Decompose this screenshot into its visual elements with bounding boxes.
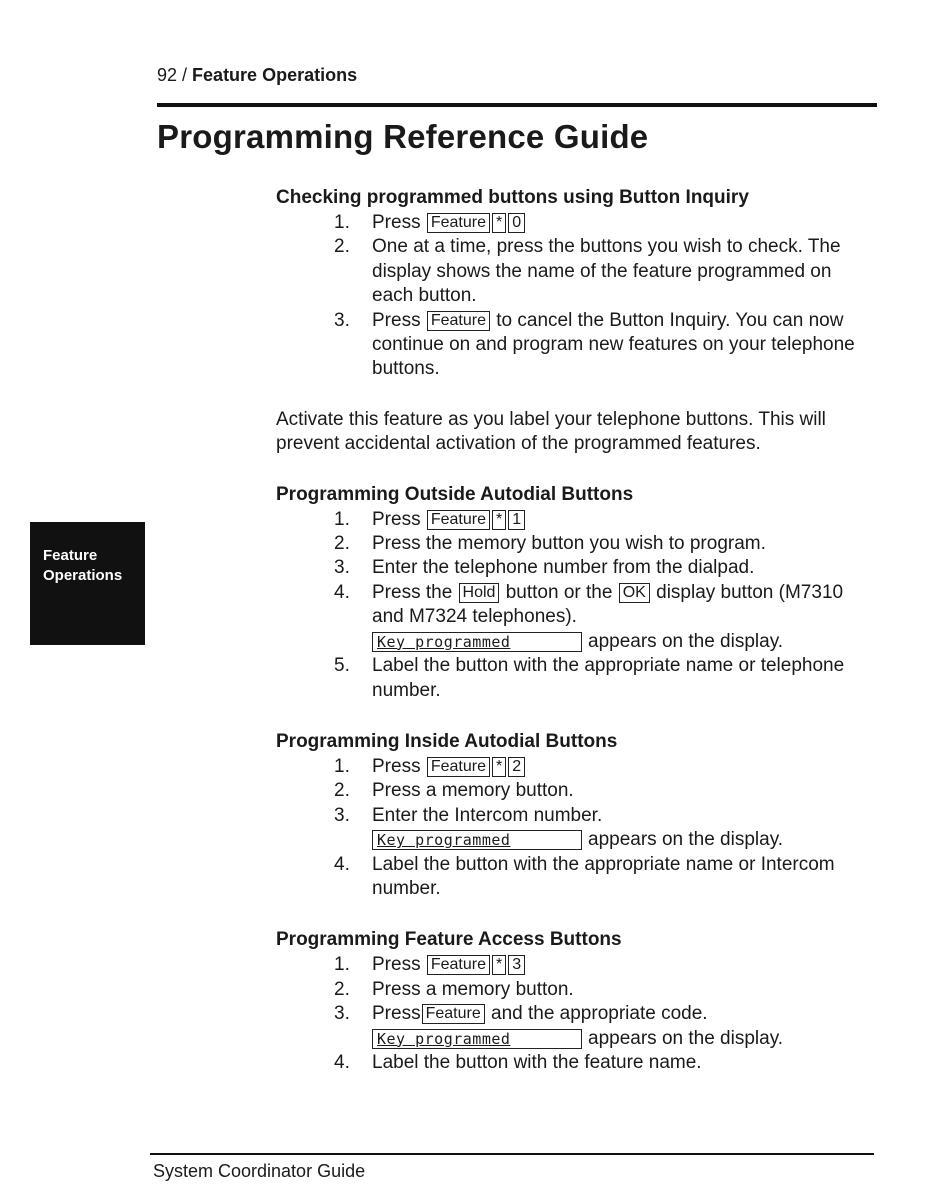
digit-key: 2	[508, 757, 525, 777]
feature-key: Feature	[427, 510, 490, 530]
section-button-inquiry	[276, 186, 876, 382]
feature-key: Feature	[427, 955, 490, 975]
star-key: *	[492, 757, 506, 777]
section-inside-autodial	[276, 730, 876, 901]
step: 1. Press Feature * 2	[276, 755, 876, 779]
display-note: Key programmed appears on the display.	[276, 1027, 876, 1051]
section-feature-access	[276, 928, 876, 1075]
side-tab-line2: Operations	[43, 567, 123, 584]
display-note: Key programmed appears on the display.	[276, 828, 876, 852]
lcd-display: Key programmed	[372, 632, 582, 652]
step: 3. Enter the Intercom number.	[334, 804, 603, 826]
step: 3. Enter the telephone number from the dialpad.	[334, 557, 755, 579]
section-heading: Programming Feature Access Buttons	[276, 929, 622, 951]
side-tab-line1: Feature	[43, 547, 98, 564]
footer-text: System Coordinator Guide	[153, 1161, 366, 1181]
feature-key: Feature	[427, 213, 490, 233]
star-key: *	[492, 955, 506, 975]
ok-key: OK	[619, 583, 650, 603]
step: 1. Press Feature * 0	[276, 211, 876, 235]
header-section: Feature Operations	[192, 65, 358, 85]
step: 1. Press Feature * 3	[276, 953, 876, 977]
feature-key: Feature	[427, 757, 490, 777]
footer-rule	[150, 1153, 874, 1155]
page-header	[157, 65, 357, 86]
activate-paragraph: Activate this feature as you label your telephone buttons. This will prevent accidental activation of the programmed features.	[276, 408, 826, 455]
step: 4. Label the button with the appropriate name or Intercom number.	[334, 853, 835, 899]
page-number: 92 /	[157, 65, 188, 85]
digit-key: 0	[508, 213, 525, 233]
step: 2. Press the memory button you wish to program.	[334, 533, 766, 555]
step: 4. Press the Hold button or the OK display button (M7310 and M7324 telephones).	[334, 581, 844, 628]
step: 5. Label the button with the appropriate name or telephone number.	[334, 655, 845, 701]
section-outside-autodial	[276, 483, 876, 703]
page-title: Programming Reference Guide	[157, 118, 649, 155]
star-key: *	[492, 510, 506, 530]
step: 2. Press a memory button.	[334, 780, 574, 802]
content	[276, 186, 876, 1102]
section-heading: Programming Outside Autodial Buttons	[276, 483, 634, 505]
section-heading: Checking programmed buttons using Button Inquiry	[276, 187, 749, 208]
feature-key: Feature	[427, 311, 490, 331]
star-key: *	[492, 213, 506, 233]
digit-key: 1	[508, 510, 525, 530]
hold-key: Hold	[459, 583, 500, 603]
step: 3. Press Feature to cancel the Button Inquiry. You can now continue on and program new features on your telephone buttons.	[334, 309, 855, 380]
lcd-display: Key programmed	[372, 1029, 582, 1049]
feature-key: Feature	[422, 1004, 485, 1024]
step: 1. Press Feature * 1	[276, 508, 876, 532]
lcd-display: Key programmed	[372, 830, 582, 850]
section-heading: Programming Inside Autodial Buttons	[276, 730, 618, 752]
step: 2. Press a memory button.	[334, 978, 574, 1000]
header-rule	[157, 103, 877, 107]
step: 4. Label the button with the feature name.	[334, 1051, 702, 1073]
display-note: Key programmed appears on the display.	[276, 630, 876, 654]
step: 2. One at a time, press the buttons you wish to check. The display shows the name of the feature programmed on each button.	[334, 236, 841, 307]
side-tab	[30, 522, 145, 645]
step: 3. Press Feature and the appropriate code.	[334, 1003, 708, 1025]
digit-key: 3	[508, 955, 525, 975]
